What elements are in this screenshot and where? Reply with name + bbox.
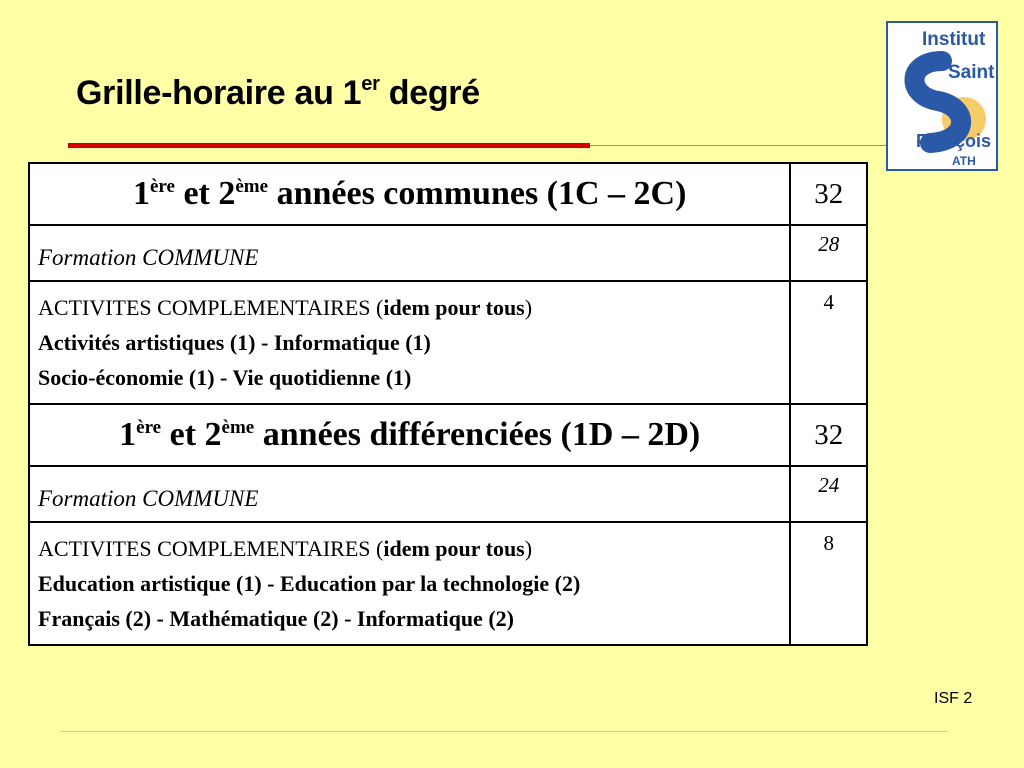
section2-formation-hours: 24 xyxy=(790,466,867,522)
title-underline xyxy=(68,143,590,148)
section2-total: 32 xyxy=(790,404,867,466)
table-row xyxy=(29,163,867,225)
section2-activities: ACTIVITES COMPLEMENTAIRES (idem pour tous) Education artistique (1) - Education par la technologie (2) Français (2) - Mathématique (2) - Informatique (2) xyxy=(29,522,790,645)
table-row xyxy=(29,281,867,404)
table-row xyxy=(29,466,867,522)
section1-formation-hours: 28 xyxy=(790,225,867,281)
table-row xyxy=(29,522,867,645)
footer-rule xyxy=(60,731,948,732)
section2-header: 1ère et 2ème années différenciées (1D – 2D) xyxy=(29,404,790,466)
section1-header: 1ère et 2ème années communes (1C – 2C) xyxy=(29,163,790,225)
title-underline-thin xyxy=(590,145,900,146)
logo-line-4: ATH xyxy=(952,154,976,168)
section1-formation-label: Formation COMMUNE xyxy=(29,225,790,281)
section2-formation-label: Formation COMMUNE xyxy=(29,466,790,522)
slide-footer: ISF 2 xyxy=(934,690,973,707)
logo-line-1: Institut xyxy=(922,29,986,50)
table-row xyxy=(29,225,867,281)
section1-activities-hours: 4 xyxy=(790,281,867,404)
section2-activities-hours: 8 xyxy=(790,522,867,645)
section1-total: 32 xyxy=(790,163,867,225)
logo-line-2: Saint xyxy=(948,62,995,83)
section1-activities: ACTIVITES COMPLEMENTAIRES (idem pour tous) Activités artistiques (1) - Informatique (1) Socio-économie (1) - Vie quotidienne (1) xyxy=(29,281,790,404)
school-logo xyxy=(886,21,998,171)
schedule-table xyxy=(28,162,868,646)
slide-title: Grille-horaire au 1er degré xyxy=(76,73,480,112)
table-row xyxy=(29,404,867,466)
logo-line-3: François xyxy=(916,131,992,151)
